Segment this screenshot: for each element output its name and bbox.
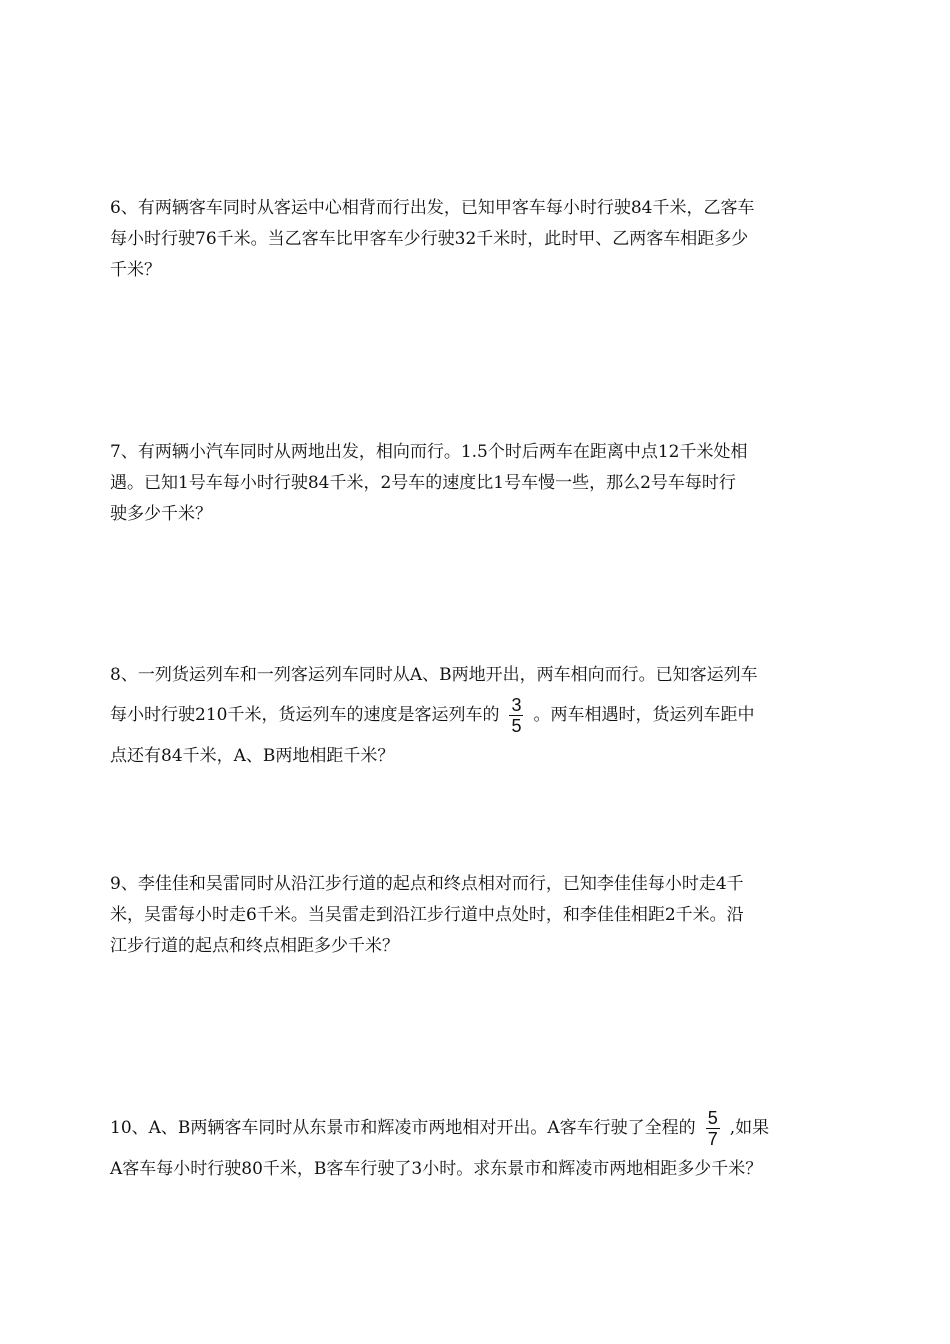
fraction-5-7 — [706, 1108, 720, 1149]
problem-8-line-3: 点还有84千米，A、B两地相距千米？ — [110, 746, 395, 766]
problem-6 — [110, 193, 850, 286]
problem-8-line-2-text-before: 每小时行驶210千米，货运列车的速度是客运列车的 — [110, 705, 500, 725]
problem-10-line-1-text-before: 10、A、B两辆客车同时从东景市和辉凌市两地相对开出。A客车行驶了全程的 — [110, 1118, 696, 1138]
problem-7-line-2: 遇。已知1号车每小时行驶84千米，2号车的速度比1号车慢一些，那么2号车每时行 — [110, 473, 736, 493]
problem-10 — [110, 1108, 850, 1189]
problem-6-line-2: 每小时行驶76千米。当乙客车比甲客车少行驶32千米时，此时甲、乙两客车相距多少 — [110, 229, 749, 249]
fraction-denominator: 5 — [511, 716, 522, 736]
problem-6-line-3: 千米？ — [110, 260, 161, 280]
problem-8-line-2-text-after: 。两车相遇时，货运列车距中 — [533, 705, 755, 725]
fraction-numerator: 3 — [511, 695, 522, 715]
problem-9-line-2: 米，吴雷每小时走6千米。当吴雷走到沿江步行道中点处时，和李佳佳相距2千米。沿 — [110, 905, 744, 925]
problem-7-line-3: 驶多少千米？ — [110, 504, 212, 524]
problem-10-line-2: A客车每小时行驶80千米，B客车行驶了3小时。求东景市和辉凌市两地相距多少千米？ — [110, 1159, 763, 1179]
fraction-numerator: 5 — [707, 1108, 718, 1128]
problem-9-line-3: 江步行道的起点和终点相距多少千米？ — [110, 936, 399, 956]
problem-6-line-1: 6、有两辆客车同时从客运中心相背而行出发，已知甲客车每小时行驶84千米，乙客车 — [110, 198, 755, 218]
problem-9-line-1: 9、李佳佳和吴雷同时从沿江步行道的起点和终点相对而行，已知李佳佳每小时走4千 — [110, 874, 744, 894]
fraction-denominator: 7 — [707, 1129, 718, 1149]
problem-10-line-1-text-after: ,如果 — [729, 1118, 770, 1138]
problem-8 — [110, 655, 850, 776]
problem-8-line-2 — [110, 695, 850, 736]
fraction-3-5 — [509, 695, 523, 736]
problem-7 — [110, 437, 850, 530]
problem-8-line-1: 8、一列货运列车和一列客运列车同时从A、B两地开出，两车相向而行。已知客运列车 — [110, 665, 758, 685]
problem-7-line-1: 7、有两辆小汽车同时从两地出发，相向而行。1.5个时后两车在距离中点12千米处相 — [110, 442, 748, 462]
problem-9 — [110, 869, 850, 962]
problem-10-line-1 — [110, 1108, 850, 1149]
